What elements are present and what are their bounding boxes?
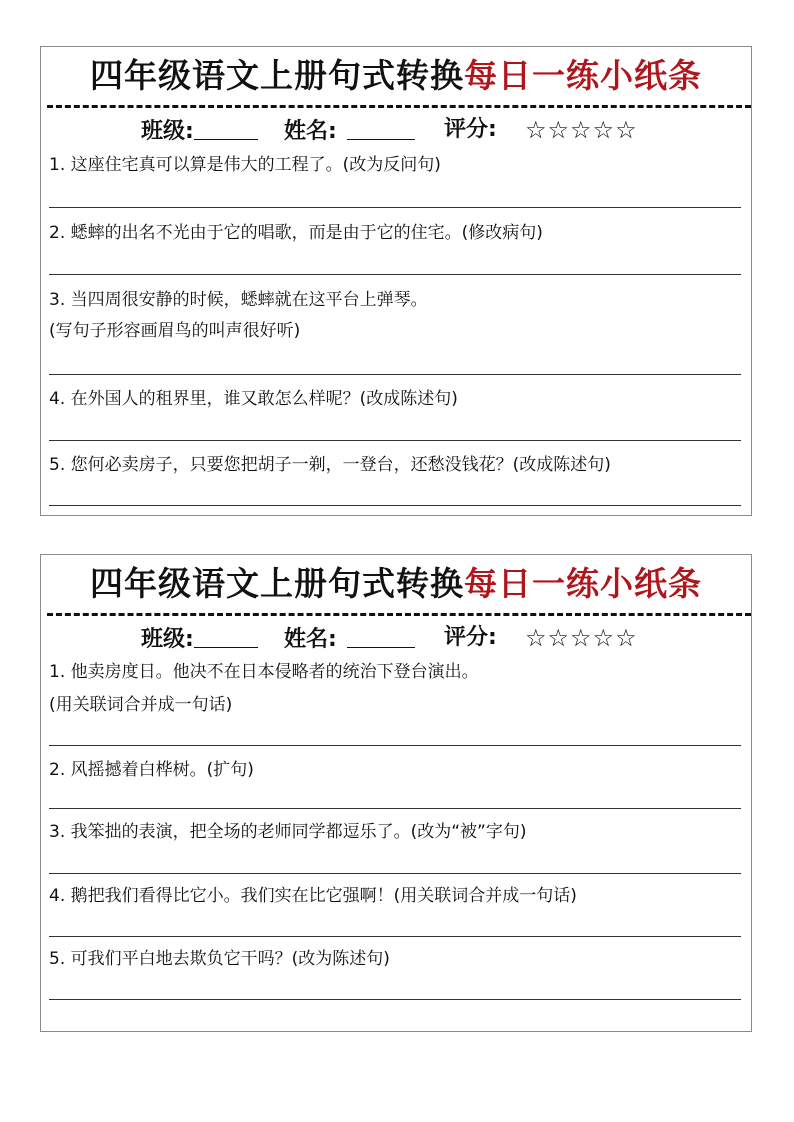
class-blank[interactable] bbox=[194, 117, 258, 140]
answer-line-5[interactable] bbox=[49, 999, 741, 1000]
answer-line-1[interactable] bbox=[49, 745, 741, 746]
title-highlight: 每日一练小纸条 bbox=[464, 564, 702, 603]
question-4: 4. 鹅把我们看得比它小。我们实在比它强啊！(用关联词合并成一句话) bbox=[49, 886, 577, 906]
dashed-divider bbox=[47, 105, 751, 108]
name-field bbox=[284, 623, 415, 655]
question-2: 2. 风摇撼着白桦树。(扩句) bbox=[49, 760, 254, 780]
worksheet-title bbox=[41, 54, 751, 98]
question-1: 1. 这座住宅真可以算是伟大的工程了。(改为反问句) bbox=[49, 155, 441, 175]
class-label: 班级: bbox=[141, 119, 194, 144]
name-label: 姓名: bbox=[284, 119, 337, 144]
question-2: 2. 蟋蟀的出名不光由于它的唱歌，而是由于它的住宅。(修改病句) bbox=[49, 223, 543, 243]
star-rating[interactable]: ☆☆☆☆☆ bbox=[525, 624, 638, 652]
title-main: 四年级语文上册句式转换 bbox=[90, 564, 464, 603]
class-field bbox=[141, 115, 258, 147]
star-rating[interactable]: ☆☆☆☆☆ bbox=[525, 116, 638, 144]
score-label: 评分: bbox=[444, 625, 497, 650]
title-main: 四年级语文上册句式转换 bbox=[90, 56, 464, 95]
answer-line-1[interactable] bbox=[49, 207, 741, 208]
answer-line-3[interactable] bbox=[49, 873, 741, 874]
answer-line-5[interactable] bbox=[49, 505, 741, 506]
score-field bbox=[444, 623, 497, 653]
answer-line-3[interactable] bbox=[49, 374, 741, 375]
score-label: 评分: bbox=[444, 117, 497, 142]
worksheet-title bbox=[41, 562, 751, 606]
class-label: 班级: bbox=[141, 627, 194, 652]
worksheet-card-2 bbox=[40, 554, 752, 1032]
student-info-row bbox=[41, 115, 751, 145]
answer-line-2[interactable] bbox=[49, 808, 741, 809]
dashed-divider bbox=[47, 613, 751, 616]
question-4: 4. 在外国人的租界里，谁又敢怎么样呢？(改成陈述句) bbox=[49, 389, 458, 409]
name-blank[interactable] bbox=[347, 117, 415, 140]
answer-line-4[interactable] bbox=[49, 440, 741, 441]
question-5: 5. 您何必卖房子，只要您把胡子一剃，一登台，还愁没钱花？(改成陈述句) bbox=[49, 455, 611, 475]
student-info-row bbox=[41, 623, 751, 653]
class-blank[interactable] bbox=[194, 625, 258, 648]
answer-line-4[interactable] bbox=[49, 936, 741, 937]
question-3-instruction: (写句子形容画眉鸟的叫声很好听) bbox=[49, 321, 301, 341]
class-field bbox=[141, 623, 258, 655]
name-field bbox=[284, 115, 415, 147]
score-field bbox=[444, 115, 497, 145]
answer-line-2[interactable] bbox=[49, 274, 741, 275]
title-highlight: 每日一练小纸条 bbox=[464, 56, 702, 95]
question-3: 3. 我笨拙的表演，把全场的老师同学都逗乐了。(改为“被”字句) bbox=[49, 822, 527, 842]
question-1: 1. 他卖房度日。他决不在日本侵略者的统治下登台演出。 bbox=[49, 662, 479, 682]
question-1-instruction: (用关联词合并成一句话) bbox=[49, 695, 233, 715]
question-3: 3. 当四周很安静的时候，蟋蟀就在这平台上弹琴。 bbox=[49, 290, 428, 310]
name-label: 姓名: bbox=[284, 627, 337, 652]
question-5: 5. 可我们平白地去欺负它干吗？(改为陈述句) bbox=[49, 949, 390, 969]
worksheet-card-1 bbox=[40, 46, 752, 516]
name-blank[interactable] bbox=[347, 625, 415, 648]
